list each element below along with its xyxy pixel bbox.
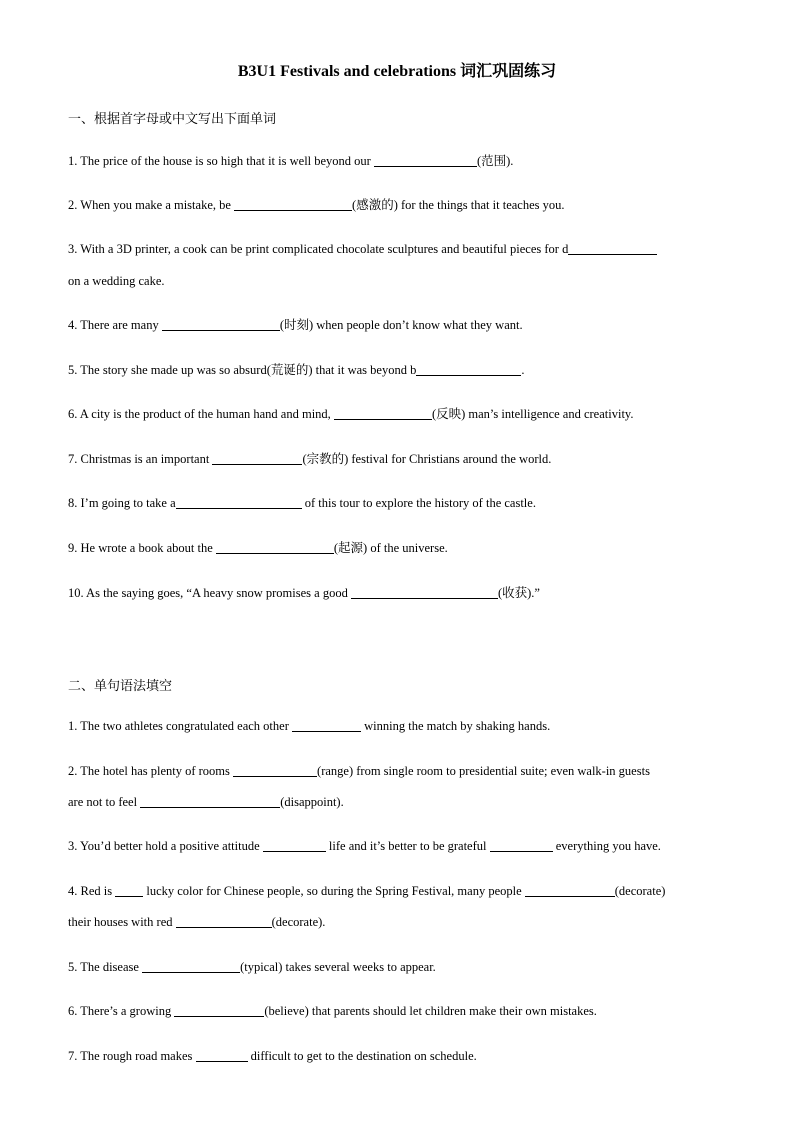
answer-blank[interactable] [176,915,272,928]
s1-item-2: 2. When you make a mistake, be (感激的) for the things that it teaches you. [68,198,565,212]
s1-item-1: 1. The price of the house is so high that it is well beyond our (范围). [68,154,514,168]
answer-blank[interactable] [212,452,302,465]
answer-blank[interactable] [292,719,361,732]
answer-blank[interactable] [490,839,553,852]
s1-item-4: 4. There are many (时刻) when people don’t know what they want. [68,318,523,332]
s2-item-4-continued: their houses with red (decorate). [68,915,326,929]
s1-item-8: 8. I’m going to take a of this tour to explore the history of the castle. [68,496,536,510]
answer-blank[interactable] [525,884,615,897]
s1-item-10: 10. As the saying goes, “A heavy snow promises a good (收获).” [68,586,540,600]
s2-item-2: 2. The hotel has plenty of rooms (range) from single room to presidential suite; even walk-in guests [68,764,650,778]
s1-item-3-continued: on a wedding cake. [68,274,165,288]
answer-blank[interactable] [351,586,498,599]
s1-item-7: 7. Christmas is an important (宗教的) festival for Christians around the world. [68,452,552,466]
section-2-heading: 二、单句语法填空 [68,678,173,693]
answer-blank[interactable] [142,960,240,973]
answer-blank[interactable] [176,496,302,509]
s1-item-3: 3. With a 3D printer, a cook can be print complicated chocolate sculptures and beautiful pieces for d [68,242,728,257]
answer-blank[interactable] [174,1004,264,1017]
answer-blank[interactable] [196,1049,248,1062]
answer-blank[interactable] [374,154,477,167]
s1-item-5: 5. The story she made up was so absurd(荒诞的) that it was beyond b . [68,363,525,377]
s2-item-5: 5. The disease (typical) takes several weeks to appear. [68,960,436,974]
s2-item-3: 3. You’d better hold a positive attitude life and it’s better to be grateful everything you have. [68,839,661,853]
answer-blank[interactable] [115,884,143,897]
s1-item-6: 6. A city is the product of the human hand and mind, (反映) man’s intelligence and creativity. [68,407,634,421]
s2-item-6: 6. There’s a growing (believe) that parents should let children make their own mistakes. [68,1004,597,1018]
s2-item-1: 1. The two athletes congratulated each other winning the match by shaking hands. [68,719,551,733]
answer-blank[interactable] [263,839,326,852]
section-1-heading: 一、根据首字母或中文写出下面单词 [68,111,277,126]
answer-blank[interactable] [140,795,280,808]
answer-blank[interactable] [216,541,334,554]
answer-blank[interactable] [162,318,280,331]
answer-blank[interactable] [234,198,352,211]
answer-blank[interactable] [334,407,432,420]
answer-blank[interactable] [568,242,657,255]
answer-blank[interactable] [416,363,521,376]
answer-blank[interactable] [233,764,317,777]
s2-item-7: 7. The rough road makes difficult to get to the destination on schedule. [68,1049,477,1063]
s1-item-9: 9. He wrote a book about the (起源) of the universe. [68,541,448,555]
page-title: B3U1 Festivals and celebrations 词汇巩固练习 [237,63,557,80]
s2-item-2-continued: are not to feel (disappoint). [68,795,344,809]
s2-item-4: 4. Red is lucky color for Chinese people, so during the Spring Festival, many people (decorate) [68,884,666,898]
